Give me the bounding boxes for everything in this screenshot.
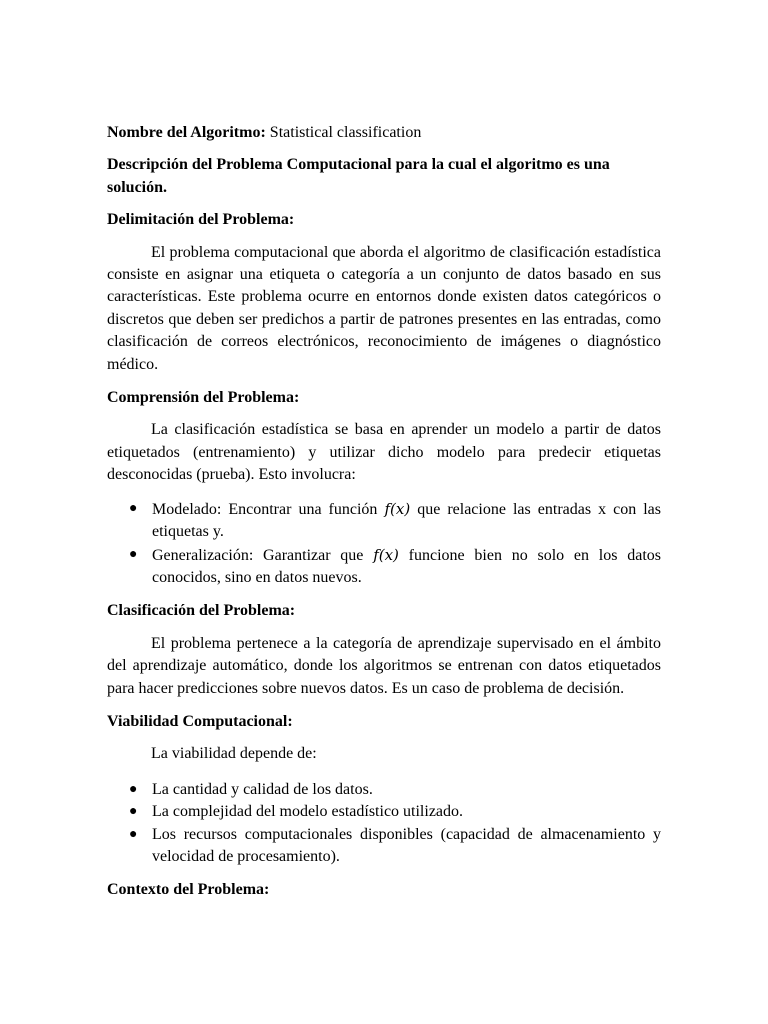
bullet-icon: ●: [129, 500, 138, 516]
list-item-text: Los recursos computacionales disponibles (capacidad de almacenamiento y velocidad de procesamiento).: [152, 825, 661, 865]
delimitation-heading: Delimitación del Problema:: [107, 211, 295, 229]
bullet-icon: ●: [129, 804, 138, 820]
list-item: [107, 824, 661, 869]
comprehension-paragraph: La clasificación estadística se basa en aprender un modelo a partir de datos etiquetados (entrenamiento) y utilizar dicho modelo para predecir etiquetas desconocidas (prueba). Esto involucra:: [107, 421, 661, 484]
list-item: [107, 544, 661, 590]
math-expression: f(x): [373, 545, 399, 564]
algorithm-name-line: [107, 122, 661, 144]
document-page: [107, 122, 661, 912]
delimitation-paragraph: El problema computacional que aborda el algoritmo de clasificación estadística consiste en asignar una etiqueta o categoría a un conjunto de datos basado en sus características. Este problema ocurre en entornos donde existen datos categóricos o discretos que deben ser predichos a partir de patrones presentes en las entradas, como clasificación de correos electrónicos, reconocimiento de imágenes o diagnóstico médico.: [107, 243, 661, 373]
algorithm-name-value: Statistical classification: [265, 124, 422, 141]
math-expression: f(x): [384, 499, 411, 518]
list-item-text: que relacione las entradas x con las etiquetas y.: [152, 500, 662, 541]
list-item-text: funcione bien no solo en los datos conocidos, sino en datos nuevos.: [152, 546, 661, 586]
comprehension-heading: Comprensión del Problema:: [107, 389, 300, 407]
list-item-text: La cantidad y calidad de los datos.: [152, 780, 373, 798]
list-item-text: Generalización: Garantizar que: [152, 546, 374, 564]
classification-paragraph: El problema pertenece a la categoría de aprendizaje supervisado en el ámbito del aprendizaje automático, donde los algoritmos se entrenan con datos etiquetados para hacer predicciones sobre nuevos datos. Es un caso de problema de decisión.: [107, 634, 661, 697]
viability-heading: Viabilidad Computacional:: [107, 712, 293, 730]
comprehension-list: [107, 498, 661, 590]
viability-list: [107, 779, 661, 869]
list-item-text: Modelado: Encontrar una función: [152, 500, 385, 518]
list-item: [107, 498, 661, 544]
context-heading: Contexto del Problema:: [107, 881, 270, 899]
bullet-icon: ●: [129, 781, 138, 797]
algorithm-name-label: Nombre del Algoritmo:: [107, 124, 266, 141]
list-item: [107, 801, 661, 823]
bullet-icon: ●: [129, 826, 138, 842]
description-heading: Descripción del Problema Computacional para la cual el algoritmo es una solución.: [107, 156, 610, 196]
list-item: [107, 779, 661, 801]
bullet-icon: ●: [129, 546, 138, 562]
viability-paragraph: La viabilidad depende de:: [151, 745, 317, 763]
list-item-text: La complejidad del modelo estadístico utilizado.: [152, 803, 464, 821]
classification-heading: Clasificación del Problema:: [107, 602, 296, 620]
